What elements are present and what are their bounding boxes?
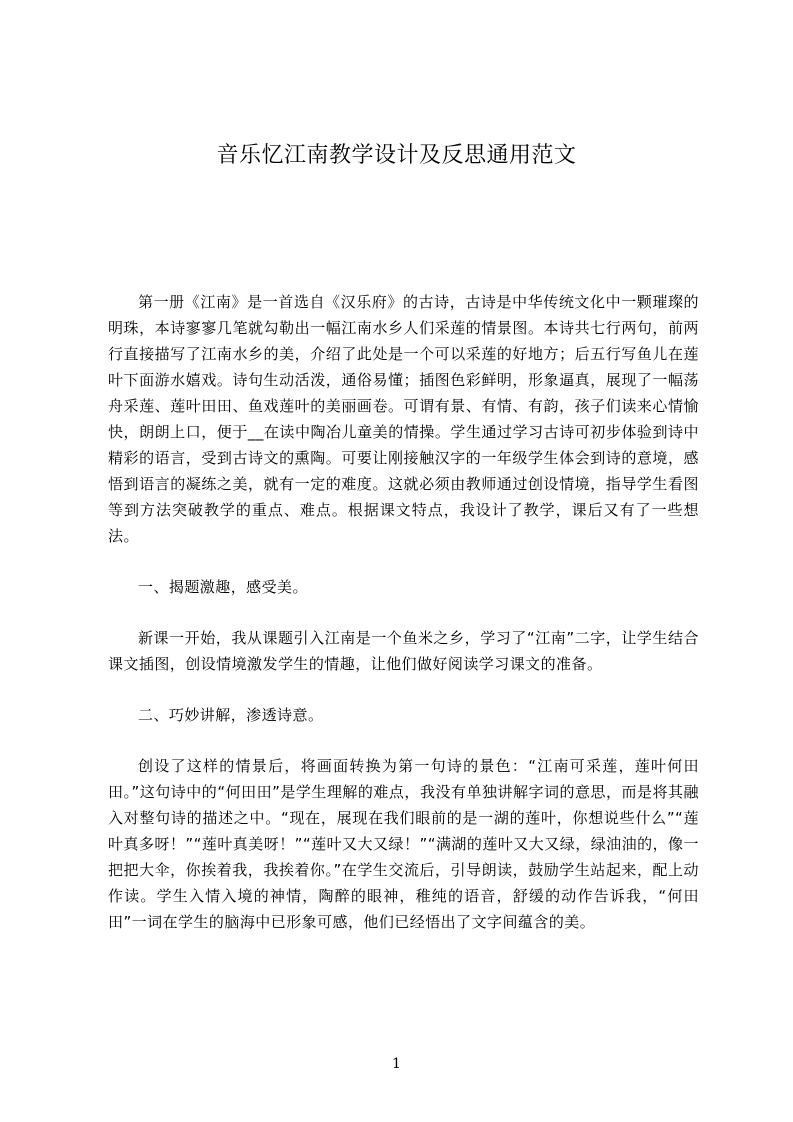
document-title: 音乐忆江南教学设计及反思通用范文	[216, 143, 577, 168]
section-1-paragraph: 新课一开始，我从课题引入江南是一个鱼米之乡，学习了“江南”二字，让学生结合课文插图，创设情境激发学生的情趣，让他们做好阅读学习课文的准备。	[108, 629, 699, 673]
section-heading-1: 一、揭题激趣，感受美。	[138, 578, 308, 596]
intro-paragraph: 第一册《江南》是一首选自《汉乐府》的古诗，古诗是中华传统文化中一颗璀璨的明珠，本诗寥寥几笔就勾勒出一幅江南水乡人们采莲的情景图。本诗共七行两句，前两行直接描写了江南水乡的美，介绍了此处是一个可以采莲的好地方；后五行写鱼儿在莲叶下面游水嬉戏。诗句生动活泼，通俗易懂；插图色彩鲜明，形象逼真，展现了一幅荡舟采莲、莲叶田田、鱼戏莲叶的美丽画卷。可谓有景、有情、有韵，孩子们读来心情愉快，朗朗上口，便于__在读中陶冶儿童美的情操。学生通过学习古诗可初步体验到诗中精彩的语言，受到古诗文的熏陶。可要让刚接触汉字的一年级学生体会到诗的意境，感悟到语言的凝练之美，就有一定的难度。这就必须由教师通过创设情境，指导学生看图等到方法突破教学的重点、难点。根据课文特点，我设计了教学，课后又有了一些想法。	[108, 293, 699, 545]
document-body	[108, 289, 699, 960]
page-number: 1	[392, 1056, 401, 1072]
section-heading-2: 二、巧妙讲解，渗透诗意。	[138, 706, 324, 724]
section-2-paragraph: 创设了这样的情景后，将画面转换为第一句诗的景色：“江南可采莲，莲叶何田田。”这句诗中的“何田田”是学生理解的难点，我没有单独讲解字词的意思，而是将其融入对整句诗的描述之中。“现在，展现在我们眼前的是一湖的莲叶，你想说些什么”“莲叶真多呀！”“莲叶真美呀！”“莲叶又大又绿！”“满湖的莲叶又大又绿，绿油油的，像一把把大伞，你挨着我，我挨着你。”在学生交流后，引导朗读，鼓励学生站起来，配上动作读。学生入情入境的神情，陶醉的眼神，稚纯的语音，舒缓的动作告诉我，“何田田”一词在学生的脑海中已形象可感，他们已经悟出了文字间蕴含的美。	[108, 757, 699, 931]
